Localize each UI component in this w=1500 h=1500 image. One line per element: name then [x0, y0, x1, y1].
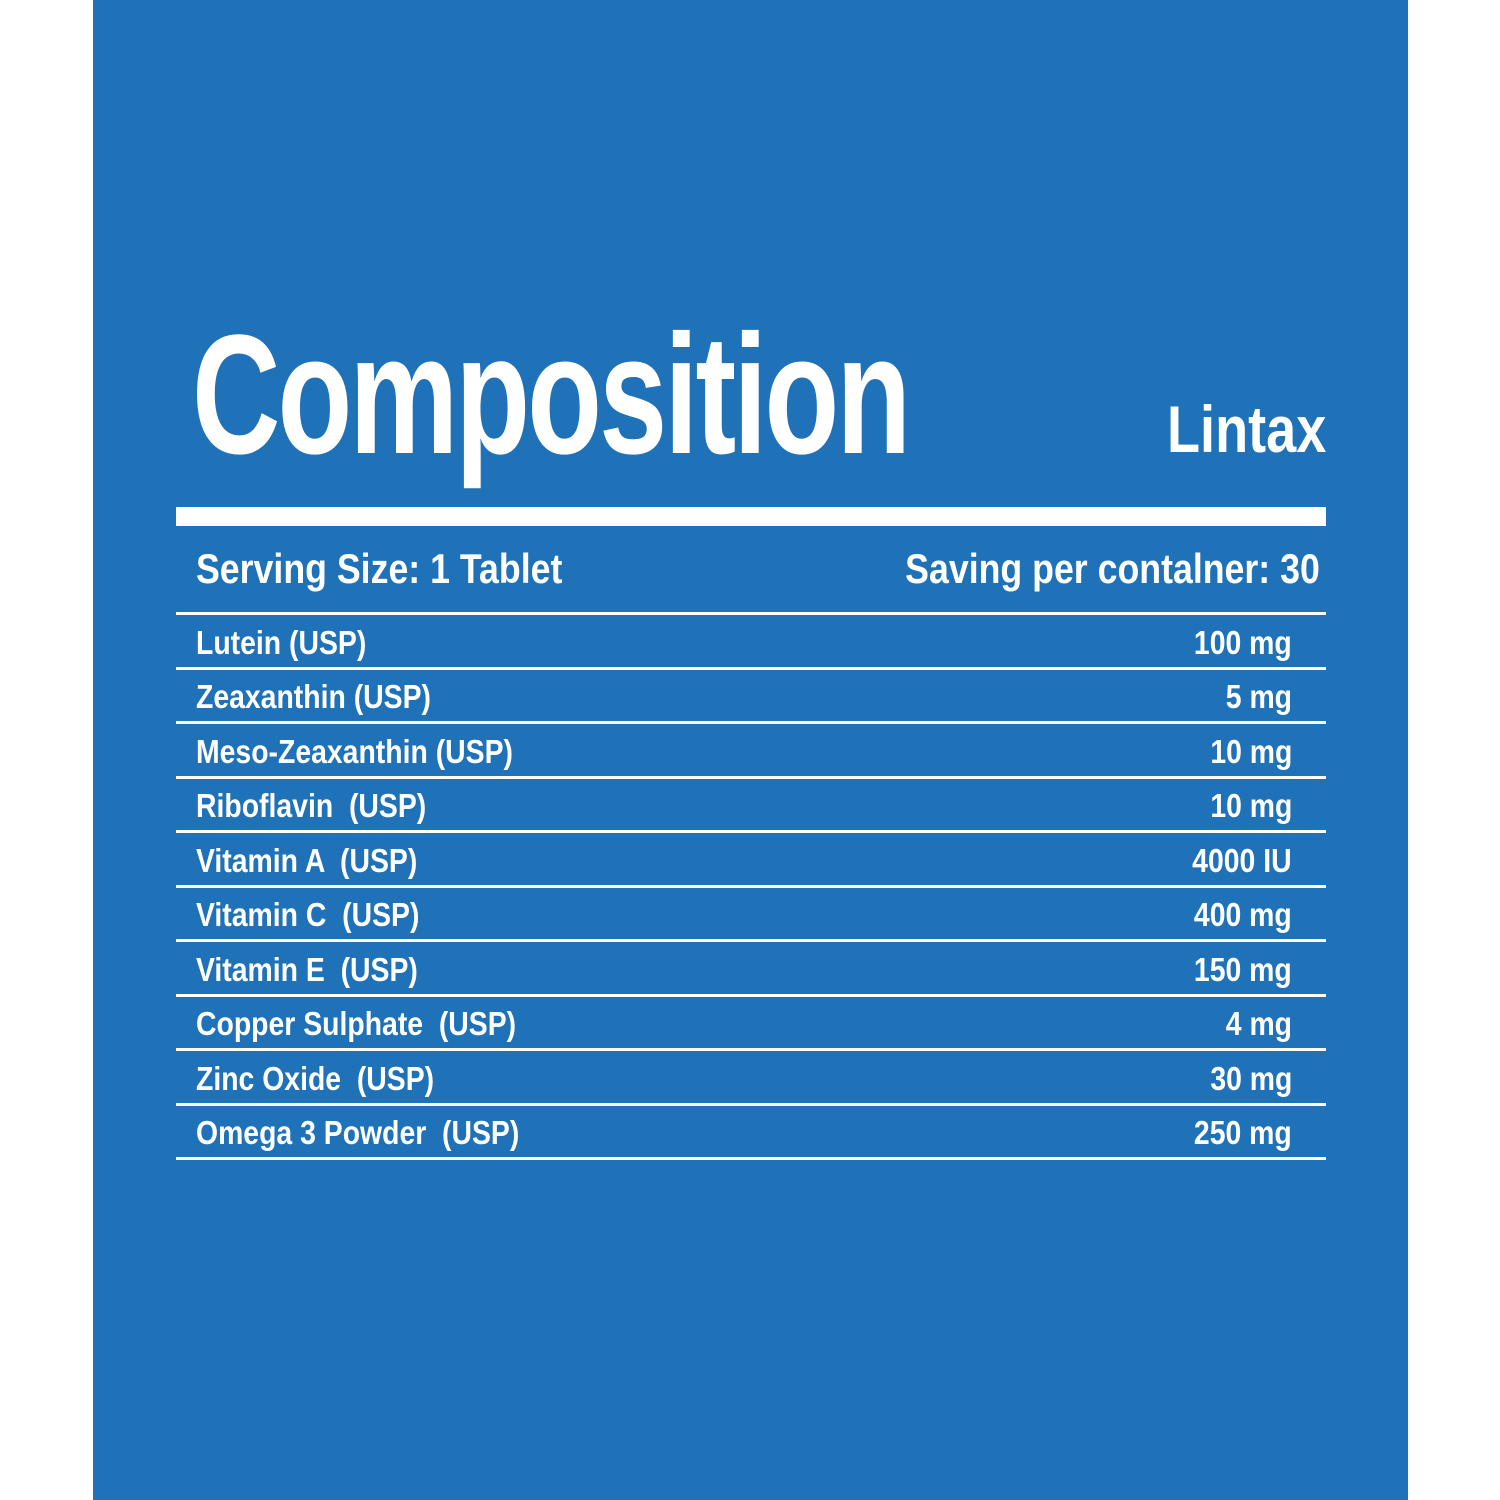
ingredient-amount: 100 mg	[1194, 623, 1292, 661]
ingredient-amount: 4 mg	[1225, 1005, 1292, 1042]
ingredient-row	[176, 1051, 1326, 1106]
ingredient-amount: 5 mg	[1225, 678, 1292, 715]
title-divider	[176, 507, 1326, 526]
ingredient-amount: 10 mg	[1209, 732, 1292, 770]
ingredient-amount: 400 mg	[1194, 896, 1292, 933]
servings-per-container: Saving per contalner: 30	[905, 545, 1320, 592]
ingredient-name: Omega 3 Powder (USP)	[196, 1114, 520, 1151]
ingredient-name: Zinc Oxide (USP)	[196, 1059, 435, 1097]
ingredient-amount: 30 mg	[1209, 1059, 1292, 1097]
ingredient-name: Vitamin C (USP)	[196, 896, 420, 933]
ingredient-row	[176, 997, 1326, 1052]
ingredient-name: Copper Sulphate (USP)	[196, 1005, 517, 1042]
ingredient-amount: 4000 IU	[1192, 841, 1292, 879]
ingredient-name: Vitamin E (USP)	[196, 950, 418, 988]
ingredient-row	[176, 1106, 1326, 1161]
ingredient-row	[176, 833, 1326, 888]
ingredient-row	[176, 724, 1326, 779]
ingredient-row	[176, 670, 1326, 725]
ingredient-amount: 10 mg	[1209, 787, 1292, 824]
brand-name: Lintax	[1166, 392, 1326, 466]
ingredient-row	[176, 942, 1326, 997]
ingredient-table	[176, 615, 1326, 1160]
ingredient-name: Zeaxanthin (USP)	[196, 678, 431, 715]
ingredient-name: Meso-Zeaxanthin (USP)	[196, 732, 513, 770]
ingredient-name: Riboflavin (USP)	[196, 787, 427, 824]
ingredient-row	[176, 615, 1326, 670]
ingredient-row	[176, 888, 1326, 943]
ingredient-name: Vitamin A (USP)	[196, 841, 418, 879]
serving-size: Serving Size: 1 Tablet	[196, 545, 563, 592]
ingredient-amount: 250 mg	[1194, 1114, 1292, 1151]
ingredient-name: Lutein (USP)	[196, 623, 367, 661]
page-title: Composition	[192, 300, 909, 490]
ingredient-row	[176, 779, 1326, 834]
ingredient-amount: 150 mg	[1194, 950, 1292, 988]
